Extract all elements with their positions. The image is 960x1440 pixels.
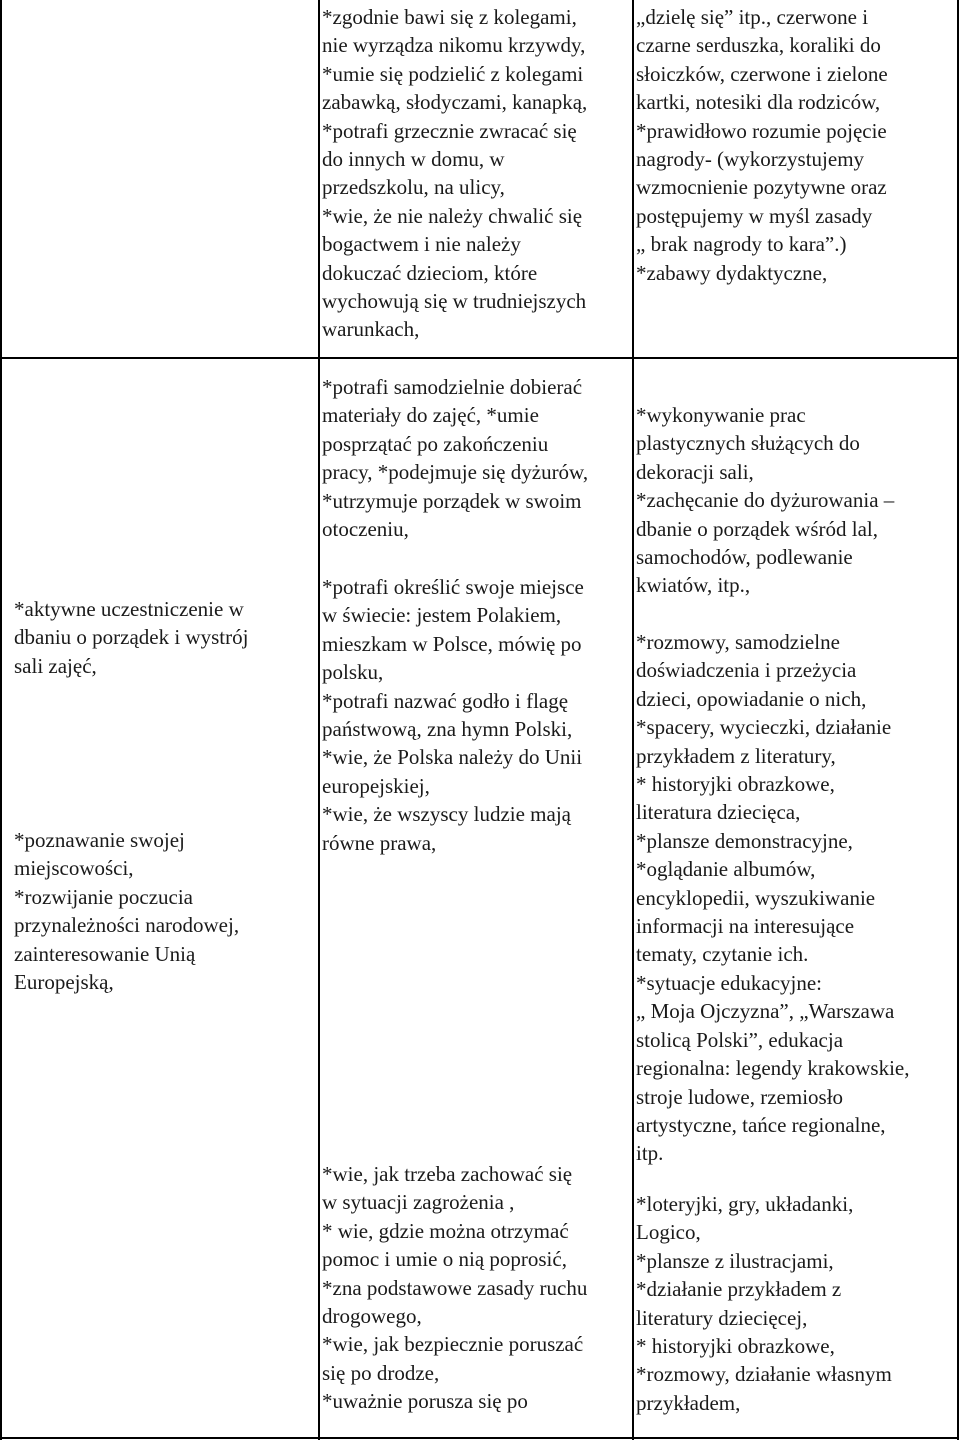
text-line: *wie, jak bezpiecznie poruszać bbox=[322, 1332, 584, 1357]
text-line: *wie, że wszyscy ludzie mają bbox=[322, 802, 571, 827]
text-line: *sytuacje edukacyjne: bbox=[636, 970, 823, 995]
text-line: *potrafi nazwać godło i flagę bbox=[322, 688, 569, 713]
text-line: zabawką, słodyczami, kanapką, bbox=[322, 90, 588, 115]
row1-col2-requirements bbox=[322, 3, 587, 344]
text-line: *działanie przykładem z bbox=[636, 1277, 842, 1302]
text-line: dbaniu o porządek i wystrój bbox=[14, 625, 249, 650]
text-line: *umie się podzielić z kolegami bbox=[322, 61, 584, 86]
text-line: „dzielę się” itp., czerwone i bbox=[636, 5, 869, 29]
row2-col1-goal-order bbox=[14, 595, 248, 680]
text-line: literatura dziecięca, bbox=[636, 800, 801, 825]
text-line: przedszkolu, na ulicy, bbox=[322, 175, 505, 200]
text-line: * wie, gdzie można otrzymać bbox=[322, 1218, 569, 1243]
text-line: nagrody- (wykorzystujemy bbox=[636, 147, 865, 172]
row2-col3-order-methods bbox=[636, 401, 894, 600]
text-line: słoiczków, czerwone i zielone bbox=[636, 61, 888, 86]
text-line: stroje ludowe, rzemiosło bbox=[636, 1084, 844, 1109]
text-line: otoczeniu, bbox=[322, 517, 409, 542]
text-line: informacji na interesujące bbox=[636, 914, 855, 939]
text-line: europejskiej, bbox=[322, 773, 430, 798]
table-border-bottom bbox=[0, 1437, 959, 1439]
row2-col3-homeland-methods bbox=[636, 628, 910, 1168]
text-line: nie wyrządza nikomu krzywdy, bbox=[322, 33, 586, 58]
text-line: przykładem, bbox=[636, 1390, 741, 1415]
table-border-right bbox=[957, 0, 959, 1440]
text-line: *prawidłowo rozumie pojęcie bbox=[636, 118, 887, 143]
text-line: *wie, że Polska należy do Unii bbox=[322, 745, 583, 770]
text-line: *zachęcanie do dyżurowania – bbox=[636, 488, 895, 513]
text-line: dzieci, opowiadanie o nich, bbox=[636, 686, 867, 711]
text-line: Europejską, bbox=[14, 970, 114, 995]
text-line: *zna podstawowe zasady ruchu bbox=[322, 1275, 588, 1300]
text-line: kwiatów, itp., bbox=[636, 573, 751, 598]
text-line: miejscowości, bbox=[14, 856, 134, 881]
table-divider-col2 bbox=[632, 0, 634, 1440]
text-line: *potrafi określić swoje miejsce bbox=[322, 575, 584, 599]
text-line: „ brak nagrody to kara”.) bbox=[636, 232, 847, 257]
text-line: artystyczne, tańce regionalne, bbox=[636, 1112, 886, 1137]
row2-col3-safety-methods bbox=[636, 1190, 892, 1417]
text-line: *aktywne uczestniczenie w bbox=[14, 597, 244, 621]
text-line: *potrafi samodzielnie dobierać bbox=[322, 375, 583, 399]
table-divider-col1 bbox=[318, 0, 320, 1440]
text-line: przykładem z literatury, bbox=[636, 743, 836, 768]
text-line: zainteresowanie Unią bbox=[14, 941, 196, 966]
text-line: *rozmowy, samodzielne bbox=[636, 630, 840, 654]
text-line: tematy, czytanie ich. bbox=[636, 942, 809, 967]
row2-col1-goal-homeland bbox=[14, 826, 239, 996]
text-line: Logico, bbox=[636, 1220, 701, 1245]
text-line: *utrzymuje porządek w swoim bbox=[322, 488, 582, 513]
text-line: itp. bbox=[636, 1141, 664, 1166]
text-line: sali zajęć, bbox=[14, 653, 97, 678]
text-line: drogowego, bbox=[322, 1304, 422, 1329]
row2-col2-order-skills bbox=[322, 373, 588, 543]
text-line: encyklopedii, wyszukiwanie bbox=[636, 885, 876, 910]
text-line: się po drodze, bbox=[322, 1360, 440, 1385]
text-line: pomoc i umie o nią poprosić, bbox=[322, 1247, 567, 1272]
table-row-divider bbox=[0, 357, 959, 359]
text-line: do innych w domu, w bbox=[322, 147, 505, 172]
text-line: doświadczenia i przeżycia bbox=[636, 658, 857, 683]
text-line: w sytuacji zagrożenia , bbox=[322, 1190, 515, 1215]
text-line: przynależności narodowej, bbox=[14, 913, 240, 938]
text-line: stolicą Polski”, edukacja bbox=[636, 1027, 844, 1052]
text-line: kartki, notesiki dla rodziców, bbox=[636, 90, 881, 115]
table-border-left bbox=[0, 0, 2, 1440]
text-line: posprzątać po zakończeniu bbox=[322, 431, 549, 456]
text-line: „ Moja Ojczyzna”, „Warszawa bbox=[636, 999, 895, 1024]
text-line: dbanie o porządek wśród lal, bbox=[636, 516, 879, 541]
text-line: mieszkam w Polsce, mówię po bbox=[322, 631, 582, 656]
text-line: wychowują się w trudniejszych bbox=[322, 289, 587, 314]
text-line: *plansze demonstracyjne, bbox=[636, 828, 853, 853]
text-line: państwową, zna hymn Polski, bbox=[322, 717, 573, 742]
text-line: *zabawy dydaktyczne, bbox=[636, 260, 828, 285]
text-line: * historyjki obrazkowe, bbox=[636, 772, 835, 797]
text-line: *wie, że nie należy chwalić się bbox=[322, 203, 583, 228]
text-line: pracy, *podejmuje się dyżurów, bbox=[322, 460, 589, 485]
text-line: materiały do zajęć, *umie bbox=[322, 403, 539, 428]
text-line: bogactwem i nie należy bbox=[322, 232, 521, 257]
row1-col3-methods bbox=[636, 3, 888, 287]
text-line: regionalna: legendy krakowskie, bbox=[636, 1056, 910, 1081]
text-line: czarne serduszka, koraliki do bbox=[636, 33, 881, 58]
text-line: *potrafi grzecznie zwracać się bbox=[322, 118, 577, 143]
text-line: wzmocnienie pozytywne oraz bbox=[636, 175, 887, 200]
text-line: samochodów, podlewanie bbox=[636, 545, 853, 570]
text-line: postępujemy w myśl zasady bbox=[636, 203, 873, 228]
text-line: *zgodnie bawi się z kolegami, bbox=[322, 5, 577, 29]
text-line: warunkach, bbox=[322, 317, 420, 342]
text-line: *spacery, wycieczki, działanie bbox=[636, 715, 892, 740]
text-line: *uważnie porusza się po bbox=[322, 1389, 528, 1414]
text-line: *wykonywanie prac bbox=[636, 403, 806, 427]
text-line: *plansze z ilustracjami, bbox=[636, 1248, 834, 1273]
text-line: polsku, bbox=[322, 660, 384, 685]
row2-col2-safety-skills bbox=[322, 1160, 587, 1416]
text-line: w świecie: jestem Polakiem, bbox=[322, 603, 562, 628]
text-line: literatury dziecięcej, bbox=[636, 1305, 808, 1330]
text-line: plastycznych służących do bbox=[636, 431, 860, 456]
text-line: równe prawa, bbox=[322, 830, 437, 855]
text-line: *rozwijanie poczucia bbox=[14, 884, 193, 909]
text-line: *wie, jak trzeba zachować się bbox=[322, 1162, 573, 1186]
text-line: dokuczać dzieciom, które bbox=[322, 260, 538, 285]
text-line: * historyjki obrazkowe, bbox=[636, 1334, 835, 1359]
text-line: *poznawanie swojej bbox=[14, 828, 185, 852]
text-line: *loteryjki, gry, układanki, bbox=[636, 1192, 854, 1216]
text-line: dekoracji sali, bbox=[636, 459, 754, 484]
text-line: *rozmowy, działanie własnym bbox=[636, 1362, 892, 1387]
text-line: *oglądanie albumów, bbox=[636, 857, 816, 882]
row2-col2-homeland-skills bbox=[322, 573, 584, 857]
